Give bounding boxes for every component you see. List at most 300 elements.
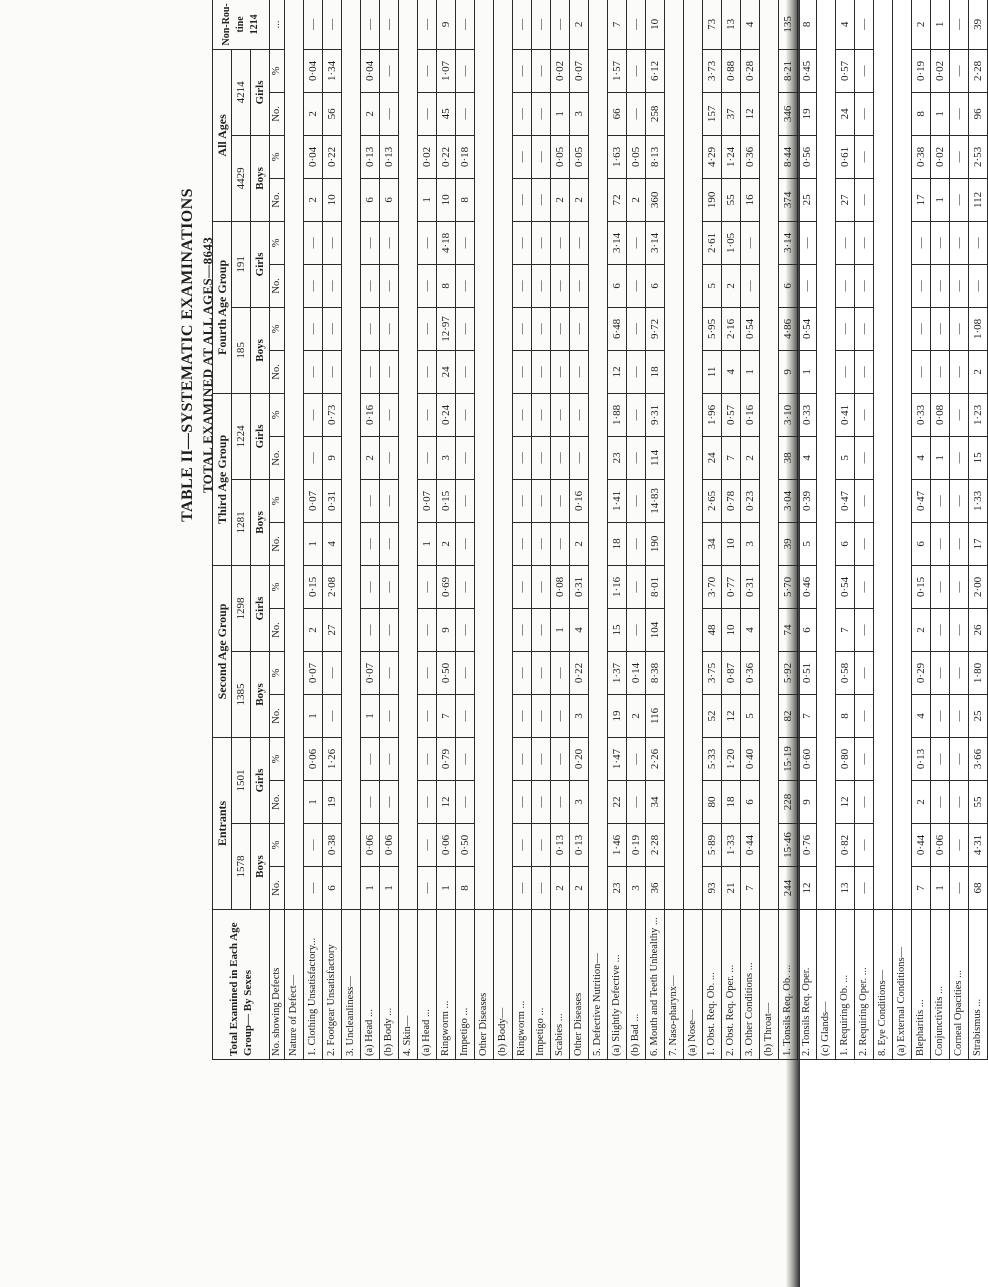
- table-cell: 0·57: [836, 49, 855, 92]
- table-cell: 1·23: [969, 393, 988, 436]
- table-cell: —: [418, 824, 437, 867]
- table-cell: —: [627, 781, 646, 824]
- table-cell: 3: [570, 92, 589, 135]
- table-cell: 34: [646, 781, 665, 824]
- table-cell: 0·44: [741, 824, 760, 867]
- table-cell: —: [513, 264, 532, 307]
- table-row: [703, 0, 722, 1060]
- table-cell: 8·01: [646, 565, 665, 608]
- table-cell: 374: [779, 178, 798, 221]
- table-cell: —: [931, 307, 950, 350]
- table-cell: 2: [551, 867, 570, 910]
- table-cell: 9: [323, 436, 342, 479]
- group-header-entrants: Entrants: [213, 737, 232, 909]
- table-cell: 7: [798, 694, 817, 737]
- unit-pct-cell: %: [270, 737, 285, 780]
- table-cell: 4·31: [969, 824, 988, 867]
- table-cell: 2: [551, 178, 570, 221]
- table-row: [855, 0, 874, 1060]
- non-routine-total: 1214: [249, 14, 260, 35]
- table-cell: —: [950, 92, 969, 135]
- table-cell: 0·79: [437, 737, 456, 780]
- non-routine-cell: 4: [741, 0, 760, 49]
- table-cell: —: [532, 781, 551, 824]
- table-cell: 10: [722, 608, 741, 651]
- table-cell: 2·26: [646, 737, 665, 780]
- table-cell: 3·14: [608, 221, 627, 264]
- non-routine-cell: 4: [836, 0, 855, 49]
- table-cell: 1: [931, 178, 950, 221]
- table-cell: 2·28: [969, 49, 988, 92]
- table-cell: —: [855, 221, 874, 264]
- table-cell: 0·16: [570, 479, 589, 522]
- row-label: (a) Nose—: [684, 910, 703, 1060]
- table-cell: —: [931, 479, 950, 522]
- unit-pct-cell: %: [270, 651, 285, 694]
- table-cell: 12: [741, 92, 760, 135]
- row-filler: [760, 0, 779, 910]
- table-cell: —: [380, 307, 399, 350]
- table-cell: —: [513, 608, 532, 651]
- table-cell: 12: [836, 781, 855, 824]
- table-cell: —: [741, 264, 760, 307]
- table-cell: 8·38: [646, 651, 665, 694]
- table-cell: —: [912, 221, 931, 264]
- table-cell: 1: [741, 350, 760, 393]
- table-cell: 1: [931, 436, 950, 479]
- table-cell: —: [551, 479, 570, 522]
- table-cell: 0·57: [722, 393, 741, 436]
- table-cell: 23: [608, 867, 627, 910]
- table-cell: —: [380, 522, 399, 565]
- table-cell: —: [380, 651, 399, 694]
- table-cell: 6: [380, 178, 399, 221]
- table-cell: 0·77: [722, 565, 741, 608]
- table-cell: —: [513, 92, 532, 135]
- table-cell: 4: [741, 608, 760, 651]
- row-label: 2. Requiring Oper. ...: [855, 910, 874, 1060]
- table-cell: —: [513, 522, 532, 565]
- table-cell: 9·72: [646, 307, 665, 350]
- table-cell: 12: [608, 350, 627, 393]
- table-cell: 1: [798, 350, 817, 393]
- table-cell: 0·06: [931, 824, 950, 867]
- examinations-table: [212, 0, 988, 1060]
- stub-total-header: Total Examined in Each Age Group— By Sexes: [213, 910, 270, 1060]
- table-cell: 55: [722, 178, 741, 221]
- non-routine-cell: —: [323, 0, 342, 49]
- table-cell: 0·14: [627, 651, 646, 694]
- table-cell: —: [456, 651, 475, 694]
- row-label: 7. Naso-pharynx—: [665, 910, 684, 1060]
- row-label: (a) Head ...: [361, 910, 380, 1060]
- table-cell: —: [513, 307, 532, 350]
- table-cell: 4: [798, 436, 817, 479]
- table-cell: —: [570, 436, 589, 479]
- table-cell: —: [513, 436, 532, 479]
- table-cell: 2: [912, 781, 931, 824]
- table-cell: 2·08: [323, 565, 342, 608]
- table-cell: 0·05: [570, 135, 589, 178]
- non-routine-cell: —: [627, 0, 646, 49]
- table-cell: —: [855, 522, 874, 565]
- table-cell: —: [532, 479, 551, 522]
- table-cell: —: [532, 694, 551, 737]
- table-cell: —: [627, 92, 646, 135]
- table-cell: —: [513, 781, 532, 824]
- table-cell: 9: [437, 608, 456, 651]
- table-cell: —: [551, 307, 570, 350]
- table-cell: 0·31: [570, 565, 589, 608]
- table-cell: —: [950, 350, 969, 393]
- header-row-sexes: [251, 0, 270, 1060]
- table-cell: 8·21: [779, 49, 798, 92]
- table-cell: —: [418, 92, 437, 135]
- unit-no-cell: No.: [270, 436, 285, 479]
- table-cell: —: [950, 824, 969, 867]
- table-cell: 56: [323, 92, 342, 135]
- table-cell: —: [304, 867, 323, 910]
- table-cell: —: [950, 178, 969, 221]
- table-cell: 52: [703, 694, 722, 737]
- table-cell: —: [532, 92, 551, 135]
- table-cell: —: [950, 694, 969, 737]
- table-cell: 0·50: [456, 824, 475, 867]
- non-routine-cell: 73: [703, 0, 722, 49]
- table-cell: 4: [912, 694, 931, 737]
- table-cell: —: [931, 608, 950, 651]
- table-cell: 2·53: [969, 135, 988, 178]
- table-row: [817, 0, 836, 1060]
- table-cell: —: [418, 565, 437, 608]
- table-cell: 0·47: [836, 479, 855, 522]
- table-cell: —: [304, 350, 323, 393]
- table-cell: 2: [304, 608, 323, 651]
- sex-total-cell: 4214: [232, 49, 251, 135]
- table-row: [969, 0, 988, 1060]
- table-row: [399, 0, 418, 1060]
- non-routine-cell: —: [551, 0, 570, 49]
- table-cell: 3: [627, 867, 646, 910]
- table-cell: 12·97: [437, 307, 456, 350]
- table-cell: —: [513, 178, 532, 221]
- non-routine-cell: 2: [570, 0, 589, 49]
- table-cell: 2: [437, 522, 456, 565]
- table-cell: 15·46: [779, 824, 798, 867]
- table-cell: —: [551, 694, 570, 737]
- table-cell: 12: [437, 781, 456, 824]
- table-cell: 0·33: [912, 393, 931, 436]
- table-cell: 3·14: [646, 221, 665, 264]
- table-cell: —: [361, 522, 380, 565]
- row-filler: [342, 0, 361, 910]
- table-cell: 0·13: [912, 737, 931, 780]
- unit-no-cell: No.: [270, 178, 285, 221]
- table-row: [741, 0, 760, 1060]
- row-filler: [665, 0, 684, 910]
- group-header-fourth: Fourth Age Group: [213, 221, 232, 393]
- table-cell: 0·58: [836, 651, 855, 694]
- table-cell: —: [380, 737, 399, 780]
- table-cell: 4·29: [703, 135, 722, 178]
- table-cell: 21: [722, 867, 741, 910]
- table-cell: 1: [418, 178, 437, 221]
- table-cell: 0·78: [722, 479, 741, 522]
- table-cell: 7: [722, 436, 741, 479]
- row-label: Blepharitis ...: [912, 910, 931, 1060]
- table-row: [931, 0, 950, 1060]
- table-cell: 27: [323, 608, 342, 651]
- table-cell: —: [931, 221, 950, 264]
- table-cell: 116: [646, 694, 665, 737]
- table-cell: —: [380, 264, 399, 307]
- table-cell: 80: [703, 781, 722, 824]
- table-cell: 0·06: [361, 824, 380, 867]
- table-cell: —: [570, 393, 589, 436]
- table-cell: —: [551, 350, 570, 393]
- table-cell: —: [855, 92, 874, 135]
- table-cell: 0·15: [912, 565, 931, 608]
- table-cell: 5·89: [703, 824, 722, 867]
- row-label: (b) Body ...: [380, 910, 399, 1060]
- table-cell: —: [798, 264, 817, 307]
- table-cell: —: [323, 307, 342, 350]
- table-cell: 0·07: [570, 49, 589, 92]
- table-cell: —: [323, 651, 342, 694]
- table-cell: 10: [437, 178, 456, 221]
- non-routine-cell: —: [950, 0, 969, 49]
- table-cell: 25: [969, 694, 988, 737]
- table-cell: 15: [608, 608, 627, 651]
- table-cell: 3: [741, 522, 760, 565]
- table-cell: 6: [741, 781, 760, 824]
- sex-total-cell: 1578: [232, 824, 251, 910]
- table-cell: 1: [931, 867, 950, 910]
- table-cell: 190: [703, 178, 722, 221]
- table-cell: 1·63: [608, 135, 627, 178]
- table-cell: —: [513, 867, 532, 910]
- table-cell: —: [532, 307, 551, 350]
- table-cell: —: [418, 307, 437, 350]
- table-cell: 9: [798, 781, 817, 824]
- table-row: [836, 0, 855, 1060]
- table-cell: 190: [646, 522, 665, 565]
- table-cell: 72: [608, 178, 627, 221]
- table-cell: 26: [969, 608, 988, 651]
- table-cell: —: [950, 737, 969, 780]
- table-cell: —: [912, 264, 931, 307]
- table-row: [513, 0, 532, 1060]
- non-routine-cell: 7: [608, 0, 627, 49]
- table-cell: 5: [741, 694, 760, 737]
- row-label: Ringworm ...: [513, 910, 532, 1060]
- table-cell: 74: [779, 608, 798, 651]
- table-cell: 1: [361, 867, 380, 910]
- table-cell: —: [950, 436, 969, 479]
- table-cell: 0·54: [741, 307, 760, 350]
- table-row: [912, 0, 931, 1060]
- table-cell: 9·31: [646, 393, 665, 436]
- table-cell: 66: [608, 92, 627, 135]
- table-cell: —: [513, 350, 532, 393]
- table-cell: —: [551, 264, 570, 307]
- table-cell: —: [323, 221, 342, 264]
- table-cell: 1·34: [323, 49, 342, 92]
- table-cell: 0·31: [323, 479, 342, 522]
- sex-header-cell: Girls: [251, 49, 270, 135]
- table-cell: —: [361, 307, 380, 350]
- table-cell: 2: [361, 436, 380, 479]
- table-cell: 17: [912, 178, 931, 221]
- table-cell: 82: [779, 694, 798, 737]
- table-cell: —: [912, 350, 931, 393]
- table-cell: 1: [361, 694, 380, 737]
- table-cell: 27: [836, 178, 855, 221]
- table-row: [893, 0, 912, 1060]
- non-routine-cell: —: [304, 0, 323, 49]
- table-cell: —: [418, 867, 437, 910]
- table-cell: —: [361, 781, 380, 824]
- table-cell: —: [380, 565, 399, 608]
- table-cell: 1·57: [608, 49, 627, 92]
- table-cell: 5·70: [779, 565, 798, 608]
- table-cell: —: [570, 350, 589, 393]
- group-header-all: All Ages: [213, 49, 232, 221]
- table-cell: 18: [608, 522, 627, 565]
- sex-header-cell: Boys: [251, 651, 270, 737]
- table-cell: —: [627, 221, 646, 264]
- table-cell: 0·02: [931, 49, 950, 92]
- table-cell: 0·07: [304, 651, 323, 694]
- table-cell: 244: [779, 867, 798, 910]
- table-cell: —: [418, 350, 437, 393]
- table-cell: 0·54: [798, 307, 817, 350]
- table-cell: 0·07: [361, 651, 380, 694]
- table-cell: —: [456, 522, 475, 565]
- table-cell: 5·33: [703, 737, 722, 780]
- table-cell: —: [627, 264, 646, 307]
- table-cell: 24: [703, 436, 722, 479]
- table-cell: 2·65: [703, 479, 722, 522]
- non-routine-cell: 39: [969, 0, 988, 49]
- table-row: [646, 0, 665, 1060]
- table-cell: 0·16: [741, 393, 760, 436]
- header-row-totals: [232, 0, 251, 1060]
- table-cell: —: [323, 350, 342, 393]
- table-cell: —: [380, 608, 399, 651]
- table-cell: 0·46: [798, 565, 817, 608]
- table-cell: 1·47: [608, 737, 627, 780]
- table-cell: 0·87: [722, 651, 741, 694]
- table-cell: 104: [646, 608, 665, 651]
- table-cell: —: [551, 522, 570, 565]
- table-cell: 0·41: [836, 393, 855, 436]
- table-cell: 7: [437, 694, 456, 737]
- table-cell: —: [323, 264, 342, 307]
- table-caption: [166, 0, 215, 1287]
- table-cell: —: [532, 350, 551, 393]
- table-cell: 228: [779, 781, 798, 824]
- table-cell: 0·51: [798, 651, 817, 694]
- table-row: [285, 0, 304, 1060]
- table-cell: —: [456, 694, 475, 737]
- table-cell: 1·33: [722, 824, 741, 867]
- table-cell: —: [418, 221, 437, 264]
- table-cell: —: [532, 49, 551, 92]
- table-cell: 1·41: [608, 479, 627, 522]
- table-cell: —: [931, 565, 950, 608]
- table-cell: 3: [570, 781, 589, 824]
- table-cell: —: [456, 479, 475, 522]
- unit-pct-cell: %: [270, 479, 285, 522]
- table-cell: —: [418, 608, 437, 651]
- table-cell: —: [551, 651, 570, 694]
- row-filler: [684, 0, 703, 910]
- table-cell: —: [627, 737, 646, 780]
- table-cell: 0·04: [361, 49, 380, 92]
- table-cell: 0·44: [912, 824, 931, 867]
- table-row: [532, 0, 551, 1060]
- table-cell: 0·02: [551, 49, 570, 92]
- table-cell: 0·06: [380, 824, 399, 867]
- table-cell: —: [380, 694, 399, 737]
- table-cell: —: [456, 49, 475, 92]
- table-cell: —: [532, 867, 551, 910]
- table-cell: —: [380, 479, 399, 522]
- table-cell: —: [418, 264, 437, 307]
- table-cell: —: [950, 867, 969, 910]
- table-cell: —: [532, 737, 551, 780]
- row-label: Corneal Opacities ...: [950, 910, 969, 1060]
- table-cell: 1·96: [703, 393, 722, 436]
- table-cell: 0·13: [570, 824, 589, 867]
- table-cell: 2: [570, 867, 589, 910]
- table-cell: 0·18: [456, 135, 475, 178]
- table-cell: —: [855, 867, 874, 910]
- table-cell: —: [532, 264, 551, 307]
- table-cell: —: [513, 135, 532, 178]
- table-cell: —: [627, 436, 646, 479]
- table-cell: —: [551, 781, 570, 824]
- table-row: [665, 0, 684, 1060]
- table-cell: —: [931, 781, 950, 824]
- unit-no-cell: No.: [270, 92, 285, 135]
- table-cell: —: [456, 221, 475, 264]
- table-cell: —: [931, 350, 950, 393]
- table-cell: —: [418, 651, 437, 694]
- table-cell: 25: [798, 178, 817, 221]
- table-cell: —: [855, 737, 874, 780]
- table-cell: 1·07: [437, 49, 456, 92]
- rotated-table-wrapper: [212, 0, 984, 1060]
- unit-no-cell: No.: [270, 350, 285, 393]
- row-label: Nature of Defect—: [285, 910, 304, 1060]
- table-cell: 0·13: [380, 135, 399, 178]
- table-cell: 6: [361, 178, 380, 221]
- table-cell: 4·86: [779, 307, 798, 350]
- table-cell: —: [855, 608, 874, 651]
- table-cell: 11: [703, 350, 722, 393]
- table-cell: 112: [969, 178, 988, 221]
- table-cell: 0·15: [437, 479, 456, 522]
- table-cell: 0·80: [836, 737, 855, 780]
- table-cell: —: [380, 436, 399, 479]
- table-cell: —: [304, 436, 323, 479]
- table-cell: —: [380, 393, 399, 436]
- row-filler: [475, 0, 494, 910]
- table-cell: 0·22: [570, 651, 589, 694]
- table-cell: —: [361, 264, 380, 307]
